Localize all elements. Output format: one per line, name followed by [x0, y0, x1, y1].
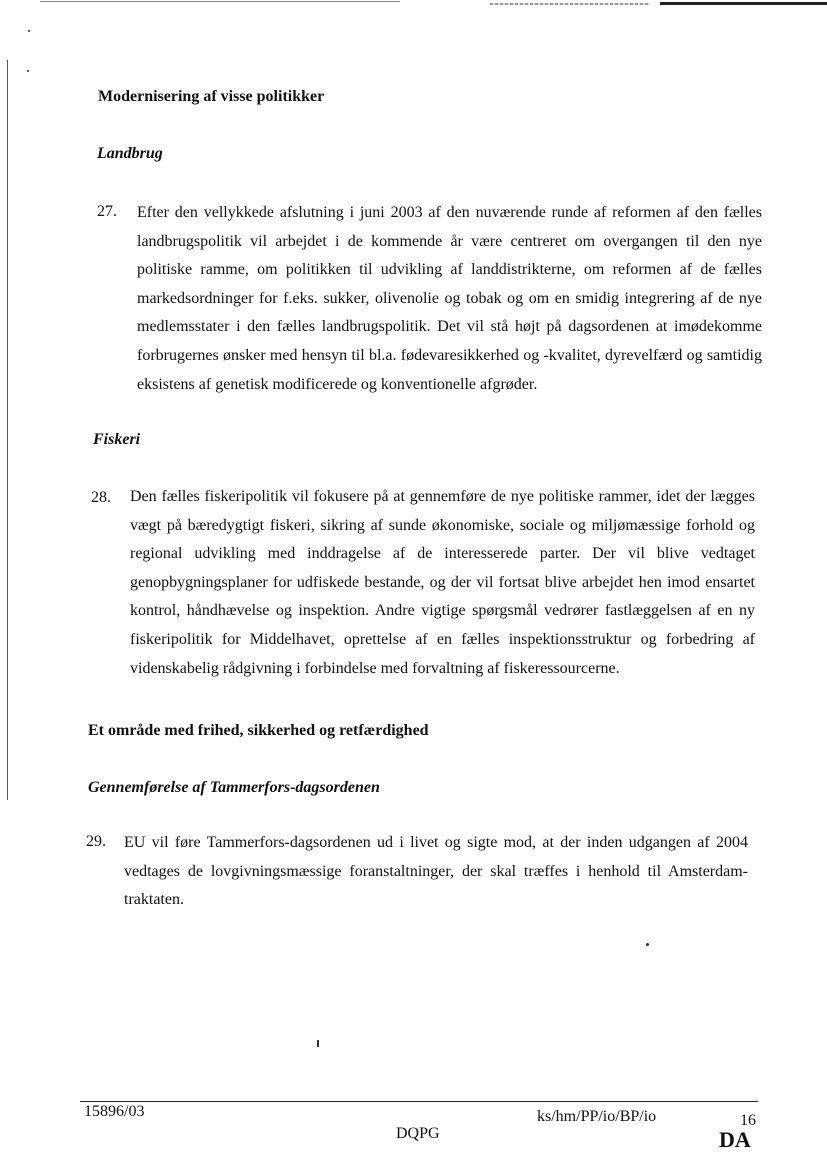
section-title-frihed: Et område med frihed, sikkerhed og retfærdighed: [88, 722, 429, 739]
scan-speck: [646, 943, 649, 946]
footer-doc-number: 15896/03: [84, 1103, 145, 1120]
scan-left-edge: [7, 60, 8, 800]
section-title-landbrug: Landbrug: [97, 145, 163, 162]
footer-rule: [80, 1101, 758, 1102]
scan-speck: [28, 30, 30, 32]
scan-speck: [317, 1040, 319, 1047]
section-title-fiskeri: Fiskeri: [93, 431, 141, 448]
paragraph-text: Efter den vellykkede afslutning i juni 2003 af den nuværende runde af reformen af den fælles landbrugspolitik vil arbejdet i de kommende år være centreret om overgangen til den nye politiske ramme, om politikken til udvikling af landdistrikterne, om reformen af de fælles markedsordninger for f.eks. sukker, olivenolie og tobak og om en smidig integrering af de nye medlemsstater i den fælles landbrugspolitik. Det vil stå højt på dagsordenen at imødekomme forbrugernes ønsker med hensyn til bl.a. fødevaresikkerhed og -kvalitet, dyrevelfærd og samtidig eksistens af genetisk modificerede og konventionelle afgrøder.: [137, 204, 762, 393]
footer-reference: ks/hm/PP/io/BP/io: [537, 1108, 657, 1125]
scan-top-edge: [40, 0, 827, 6]
section-title-modernisering: Modernisering af visse politikker: [98, 88, 325, 105]
paragraph-text: EU vil føre Tammerfors-dagsordenen ud i livet og sigte mod, at der inden udgangen af 2004 vedtages de lovgivningsmæssige foranstaltninger, der skal træffes i henhold til Amsterdam-traktaten.: [124, 834, 748, 909]
footer-language: DA: [719, 1127, 751, 1152]
section-title-tammerfors: Gennemførelse af Tammerfors-dagsordenen: [88, 779, 380, 796]
scan-speck: [27, 70, 29, 72]
paragraph-number: 27.: [97, 203, 117, 220]
footer-page-number: 16: [740, 1112, 756, 1129]
paragraph-number: 29.: [86, 833, 106, 850]
footer-dg-code: DQPG: [396, 1125, 440, 1142]
paragraph-number: 28.: [91, 489, 111, 506]
paragraph-text: Den fælles fiskeripolitik vil fokusere på at gennemføre de nye politiske rammer, idet der lægges vægt på bæredygtigt fiskeri, sikring af sunde økonomiske, sociale og miljømæssige forhold og regional udvikling med inddragelse af de interesserede parter. Der vil blive vedtaget genopbygningsplaner for udfiskede bestande, og der vil fortsat blive arbejdet hen imod ensartet kontrol, håndhævelse og inspektion. Andre vigtige spørgsmål vedrører fastlæggelsen af en ny fiskeripolitik for Middelhavet, oprettelse af en fælles inspektionsstruktur og forbedring af videnskabelig rådgivning i forbindelse med forvaltning af fiskeressourcerne.: [130, 488, 755, 677]
